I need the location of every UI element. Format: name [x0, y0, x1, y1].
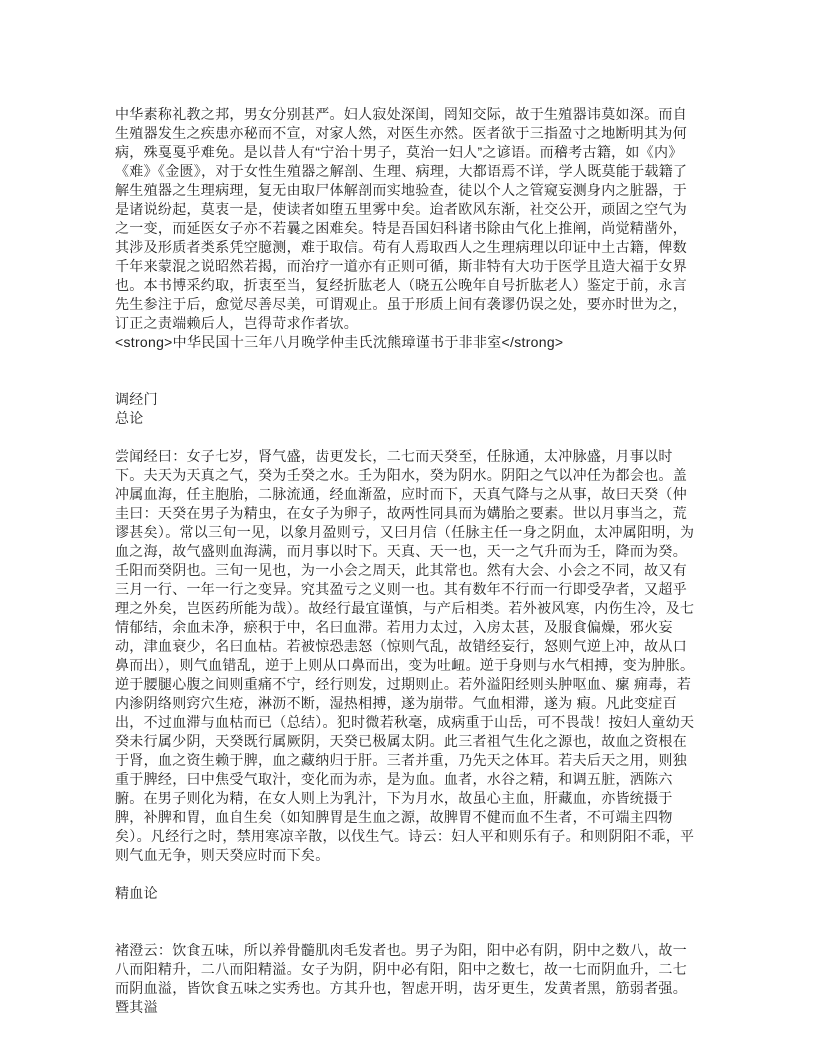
essay-paragraph: 褚澄云：饮食五味，所以养骨髓肌肉毛发者也。男子为阳，阳中必有阴，阴中之数八，故一八而阳精升，二八而阳精溢。女子为阴，阴中必有阳，阳中之数七，故一七而阴血升，二七而阴血溢，皆饮食五味之实秀也。方其升也，智虑开明，齿牙更生，发黄者黑，筋弱者强。暨其溢: [115, 942, 687, 1015]
preface-paragraph: 中华素称礼教之邦，男女分别甚严。妇人寂处深闺，罔知交际，故于生殖器讳莫如深。而自生殖器发生之疾患亦秘而不宣，对家人然，对医生亦然。医者欲于三指盈寸之地断明其为何病，殊戛戛乎难免。是以昔人有“宁治十男子，莫治一妇人”之谚语。而稽考古籍，如《内》《难》《金匮》，对于女性生殖器之解剖、生理、病理，大都语焉不详，学人既莫能于载籍了解生殖器之生理病理，复无由取尸体解剖而实地验查，徒以个人之管窥妄测身内之脏器，于是诸说纷起，莫衷一是，使读者如堕五里雾中矣。迨者欧风东渐，社交公开，顽固之空气为之一变，而延医女子亦不若曩之困难矣。特是吾国妇科诸书除由气化上推阐，尚觉精凿外，其涉及形质者类系凭空臆测，难于取信。苟有人焉取西人之生理病理以印证中土古籍，俾数千年来蒙混之说昭然若揭，而治疗一道亦有正则可循，斯非特有大功于医学且造大福于女界也。本书博采约取，折衷至当，复经折肱老人（晓五公晚年自号折肱老人）鉴定于前，永言先生参注于后，愈觉尽善尽美，可谓观止。虽于形质上间有袭谬仍误之处，要亦时世为之，订正之责端赖后人，岂得苛求作者欤。: [115, 106, 688, 331]
text-content: [115, 105, 700, 1017]
section-title: 总论: [115, 410, 144, 426]
essay-title: 精血论: [115, 885, 158, 901]
signature-line: <strong>中华民国十三年八月晚学仲圭氏沈熊璋谨书于非非室</strong>: [115, 334, 564, 350]
chapter-title: 调经门: [115, 391, 158, 407]
general-discussion-paragraph: 尝闻经曰：女子七岁，肾气盛，齿更发长，二七而天癸至，任脉通，太冲脉盛，月事以时下。夫天为天真之气，癸为壬癸之水。壬为阳水，癸为阴水。阴阳之气以冲任为都会也。盖冲属血海，任主胞胎，二脉流通，经血渐盈，应时而下，天真气降与之从事，故曰天癸（仲圭曰：天癸在男子为精虫，在女子为卵子，故两性同具而为媾胎之要素。世以月事当之，荒谬甚矣）。常以三旬一见，以象月盈则亏，又曰月信（任脉主任一身之阴血，太冲属阳明，为血之海，故气盛则血海满，而月事以时下。天真、天一也，天一之气升而为壬，降而为癸。壬阳而癸阴也。三旬一见也，为一小会之周天，此其常也。然有大会、小会之不同，故又有三月一行、一年一行之变异。究其盈亏之义则一也。其有数年不行而一行即受孕者，又超乎理之外矣，岂医药所能为哉）。故经行最宜谨慎，与产后相类。若外被风寒，内伤生冷，及七情郁结，余血未净，瘀积于中，名曰血滞。若用力太过，入房太甚，及服食偏燥，邪火妄动，津血衰少，名曰血枯。若被惊恐恚怒（惊则气乱，故错经妄行，怒则气逆上冲，故从口鼻而出），则气血错乱，逆于上则从口鼻而出，变为吐衄。逆于身则与水气相搏，变为肿胀。逆于腰腿心腹之间则重痛不宁，经行则发，过期则止。若外溢阳经则头肿呕血、瘰 痈毒，若内渗阴络则窍穴生疮，淋沥不断，湿热相搏，遂为崩带。气血相滞，遂为 瘕。凡此变症百出，不过血滞与血枯而已（总结）。犯时微若秋毫，成病重于山岳，可不畏哉！按妇人童幼天癸未行属少阴，天癸既行属厥阴，天癸已极属太阴。此三者祖气生化之源也，故血之资根在于肾，血之资生赖于脾，血之藏纳归于肝。三者并重，乃先天之体耳。若夫后天之用，则独重于脾经，曰中焦受气取汁，变化而为赤，是为血。血者，水谷之精，和调五脏，洒陈六腑。在男子则化为精，在女人则上为乳汁，下为月水，故虽心主血，肝藏血，亦皆统摄于脾，补脾和胃，血自生矣（如知脾胃是生血之源，故脾胃不健而血不生者，不可端主四物矣）。凡经行之时，禁用寒凉辛散，以伐生气。诗云：妇人平和则乐有子。和则阴阳不乖，平则气血无争，则天癸应时而下矣。: [115, 448, 695, 863]
